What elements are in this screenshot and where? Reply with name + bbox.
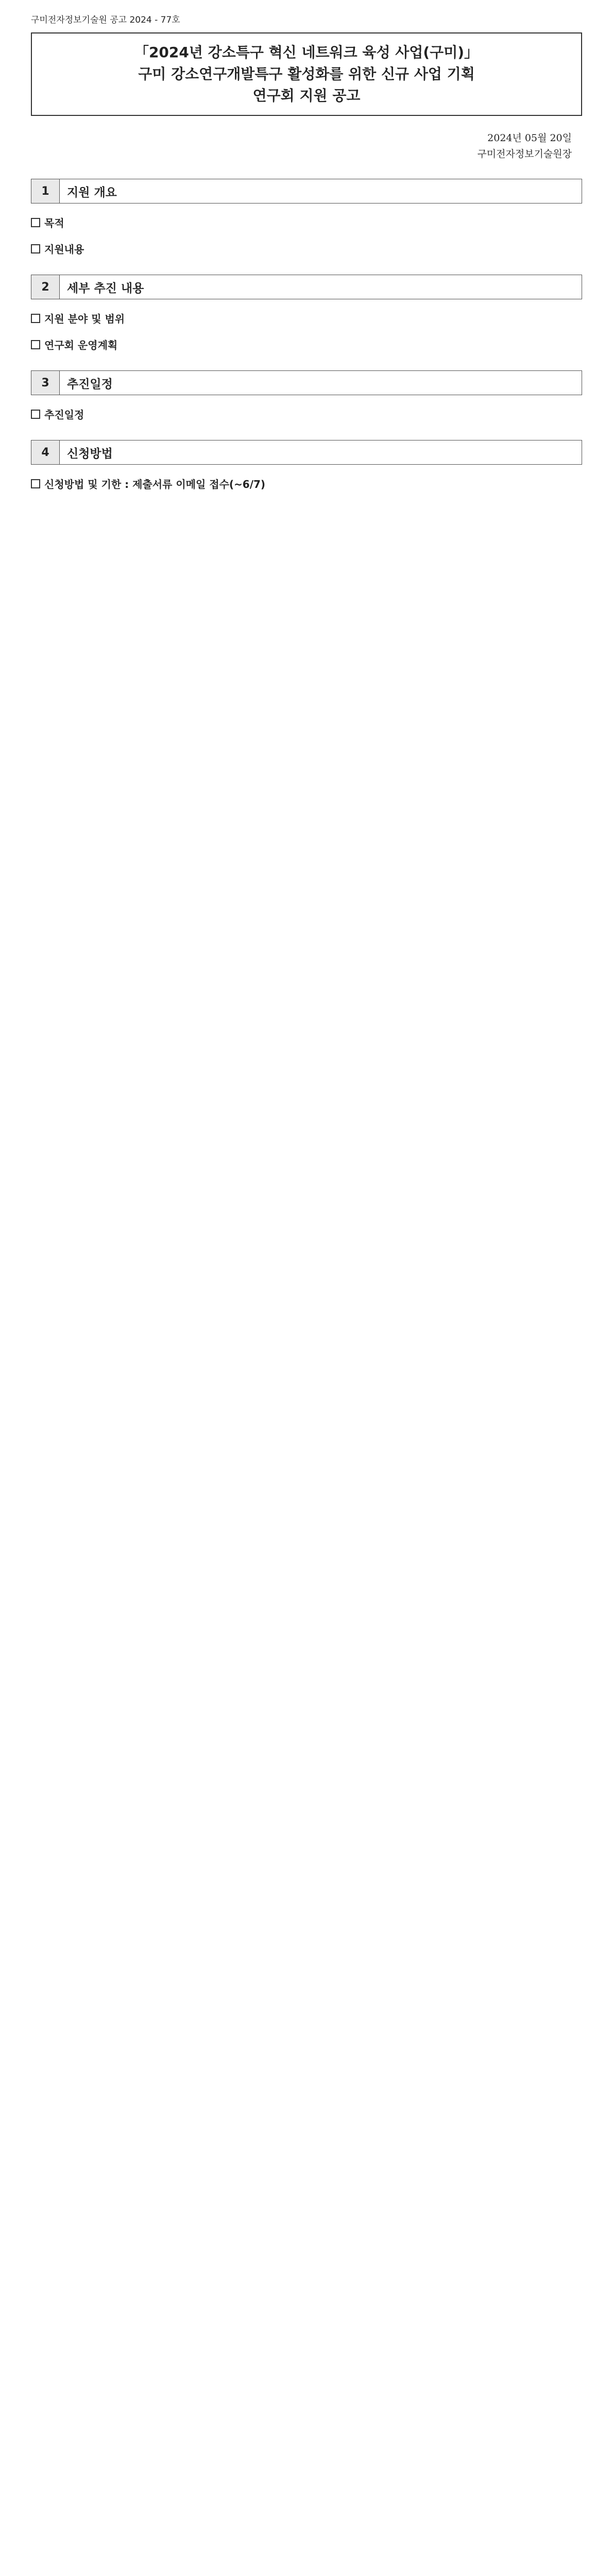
section-2-number: 2 bbox=[31, 275, 60, 299]
section-1-header bbox=[31, 179, 582, 204]
section-1-title: 지원 개요 bbox=[67, 185, 117, 199]
square-bullet-icon bbox=[31, 314, 40, 323]
s1-content-heading: 지원내용 bbox=[31, 241, 582, 256]
section-4-number: 4 bbox=[31, 440, 60, 464]
square-bullet-icon bbox=[31, 218, 40, 227]
announcement-number: 구미전자정보기술원 공고 2024 - 77호 bbox=[31, 15, 180, 25]
issuer: 구미전자정보기술원장 bbox=[477, 148, 572, 160]
square-bullet-icon bbox=[31, 479, 40, 488]
s2-operation-heading: 연구회 운영계획 bbox=[31, 337, 582, 352]
section-1-number: 1 bbox=[31, 179, 60, 203]
s4-period-heading: 신청방법 및 기한 : 제출서류 이메일 접수(~6/7) bbox=[31, 476, 582, 491]
s2-scope-heading: 지원 분야 및 범위 bbox=[31, 311, 582, 326]
title-line-3: 연구회 지원 공고 bbox=[252, 87, 361, 104]
section-2-header bbox=[31, 275, 582, 299]
section-2-title: 세부 추진 내용 bbox=[67, 281, 144, 295]
title-line-2: 구미 강소연구개발특구 활성화를 위한 신규 사업 기획 bbox=[138, 65, 475, 82]
announcement-date: 2024년 05월 20일 bbox=[487, 132, 572, 144]
title-line-1: 「2024년 강소특구 혁신 네트워크 육성 사업(구미)」 bbox=[134, 44, 479, 61]
s3-schedule-heading: 추진일정 bbox=[31, 406, 582, 421]
square-bullet-icon bbox=[31, 244, 40, 253]
s1-purpose-heading: 목적 bbox=[31, 215, 582, 230]
section-3-title: 추진일정 bbox=[67, 377, 113, 391]
square-bullet-icon bbox=[31, 340, 40, 349]
section-4-title: 신청방법 bbox=[67, 447, 113, 461]
square-bullet-icon bbox=[31, 410, 40, 419]
title-box bbox=[31, 32, 582, 116]
section-3-header bbox=[31, 370, 582, 395]
section-4-header bbox=[31, 440, 582, 465]
section-3-number: 3 bbox=[31, 371, 60, 395]
